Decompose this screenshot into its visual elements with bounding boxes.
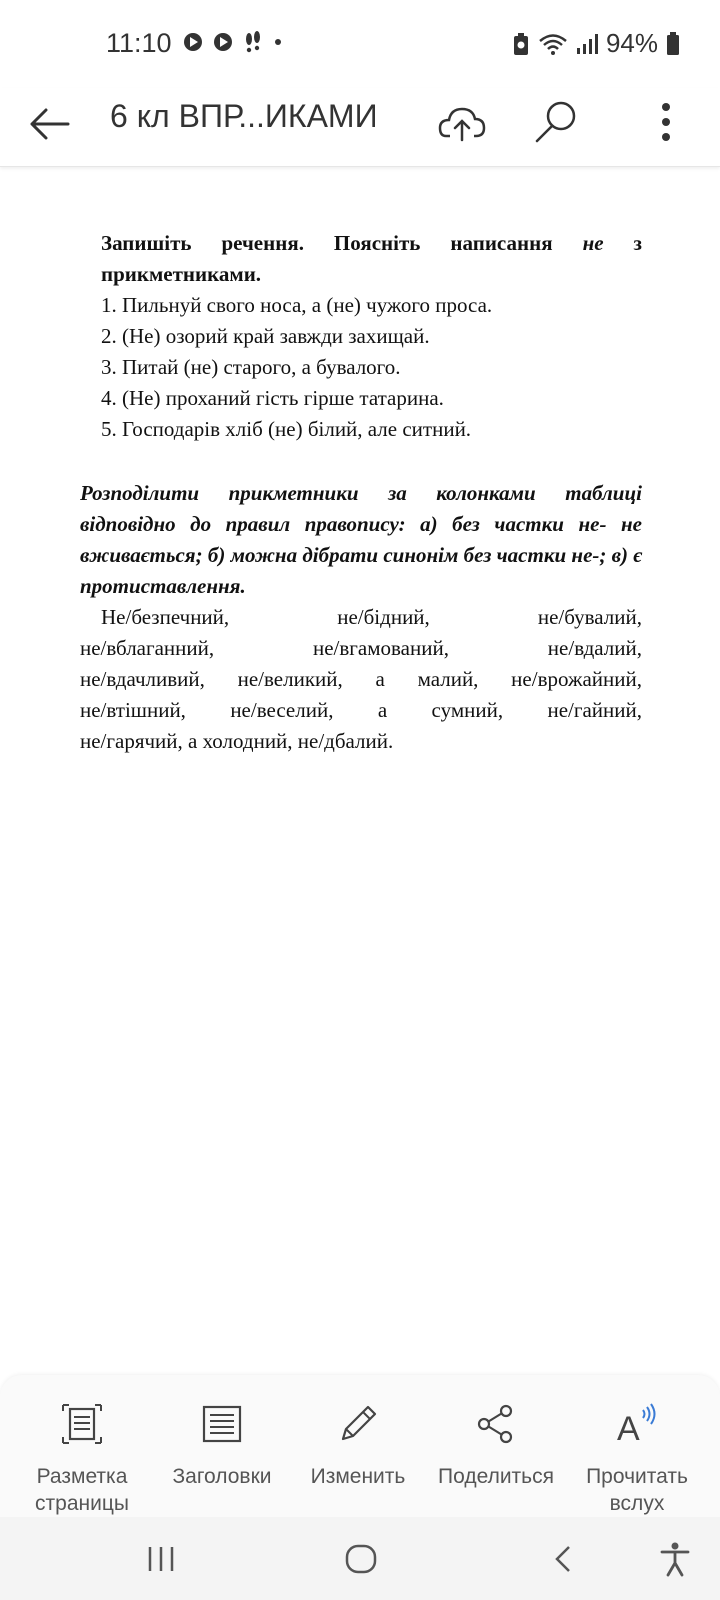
share-label: Поделиться: [438, 1465, 554, 1488]
task2-line: не/вдачливий, не/великий, а малий, не/врожайний,: [80, 667, 642, 691]
pencil-icon: [337, 1403, 379, 1445]
task1-item: 5. Господарів хліб (не) білий, але ситний.: [101, 417, 472, 441]
cloud-upload-button[interactable]: [434, 94, 490, 150]
back-chevron-icon: [552, 1544, 574, 1574]
system-navigation-bar: [0, 1517, 720, 1600]
task1-item: 1. Пильнуй свого носа, а (не) чужого проса.: [101, 293, 493, 317]
app-notification-icon: [212, 31, 234, 53]
status-right: [512, 28, 680, 59]
recent-apps-button[interactable]: [136, 1537, 186, 1581]
task2-line: Не/безпечний, не/бідний, не/бувалий,: [101, 605, 642, 629]
cloud-upload-icon: [438, 102, 486, 142]
page-layout-icon: [61, 1403, 103, 1445]
share-icon: [476, 1404, 516, 1444]
task2-line: не/вблаганний, не/вгамований, не/вдалий,: [80, 636, 642, 660]
page-layout-label: Разметка страницы: [35, 1465, 129, 1515]
battery-percent: 94%: [605, 28, 658, 58]
edit-button[interactable]: [296, 1375, 420, 1517]
headings-icon: [202, 1405, 242, 1443]
signal-icon: [576, 33, 598, 55]
search-button[interactable]: [528, 94, 584, 150]
accessibility-button[interactable]: [650, 1537, 700, 1581]
back-arrow-icon: [26, 100, 74, 148]
document-title: 6 кл ВПР...ИКАМИ: [110, 98, 378, 134]
task2-line: не/гарячий, а холодний, не/дбалий.: [80, 729, 394, 753]
read-aloud-button[interactable]: [576, 1375, 698, 1517]
task1-heading: Запишіть речення. Поясніть написання не з прикметниками.: [101, 231, 642, 286]
share-button[interactable]: [432, 1375, 560, 1517]
home-button[interactable]: [336, 1537, 386, 1581]
task2-heading: Розподілити прикметники за колонками таблиці відповідно до правил правопису: а) без частки не- не вживається; б) можна дібрати синонім без частки не-; в) є протиставлення.: [80, 481, 642, 598]
more-notifications-dot-icon: [272, 36, 284, 48]
task2-line: не/втішний, не/веселий, а сумний, не/гайний,: [80, 698, 642, 722]
recent-apps-icon: [146, 1545, 176, 1573]
back-nav-button[interactable]: [538, 1537, 588, 1581]
edit-label: Изменить: [310, 1465, 406, 1488]
search-icon: [533, 99, 579, 145]
bottom-toolbar: [0, 1375, 720, 1517]
read-aloud-icon: [613, 1402, 661, 1446]
more-options-button[interactable]: [638, 94, 694, 150]
status-bar: [0, 0, 720, 88]
app-bar: [0, 88, 720, 167]
task1-item: 4. (Не) проханий гість гірше татарина.: [101, 386, 444, 410]
home-icon: [344, 1543, 378, 1575]
battery-icon: [666, 32, 680, 56]
accessibility-icon: [660, 1541, 690, 1577]
task1-item: 2. (Не) озорий край завжди захищай.: [101, 324, 430, 348]
read-aloud-label: Прочитать вслух: [586, 1465, 688, 1515]
battery-saver-icon: [512, 32, 530, 56]
notification-icons: [182, 30, 284, 54]
headings-button[interactable]: [160, 1375, 284, 1517]
steps-icon: [242, 30, 264, 54]
wifi-icon: [538, 32, 568, 56]
app-notification-icon: [182, 31, 204, 53]
document-page: [80, 228, 642, 757]
svg-text:A: A: [617, 1410, 640, 1446]
task1-item: 3. Питай (не) старого, а бувалого.: [101, 355, 401, 379]
more-vertical-icon: [660, 102, 672, 142]
headings-label: Заголовки: [172, 1465, 272, 1488]
status-time: 11:10: [106, 28, 172, 58]
back-button[interactable]: [26, 100, 74, 148]
page-layout-button[interactable]: [22, 1375, 142, 1517]
